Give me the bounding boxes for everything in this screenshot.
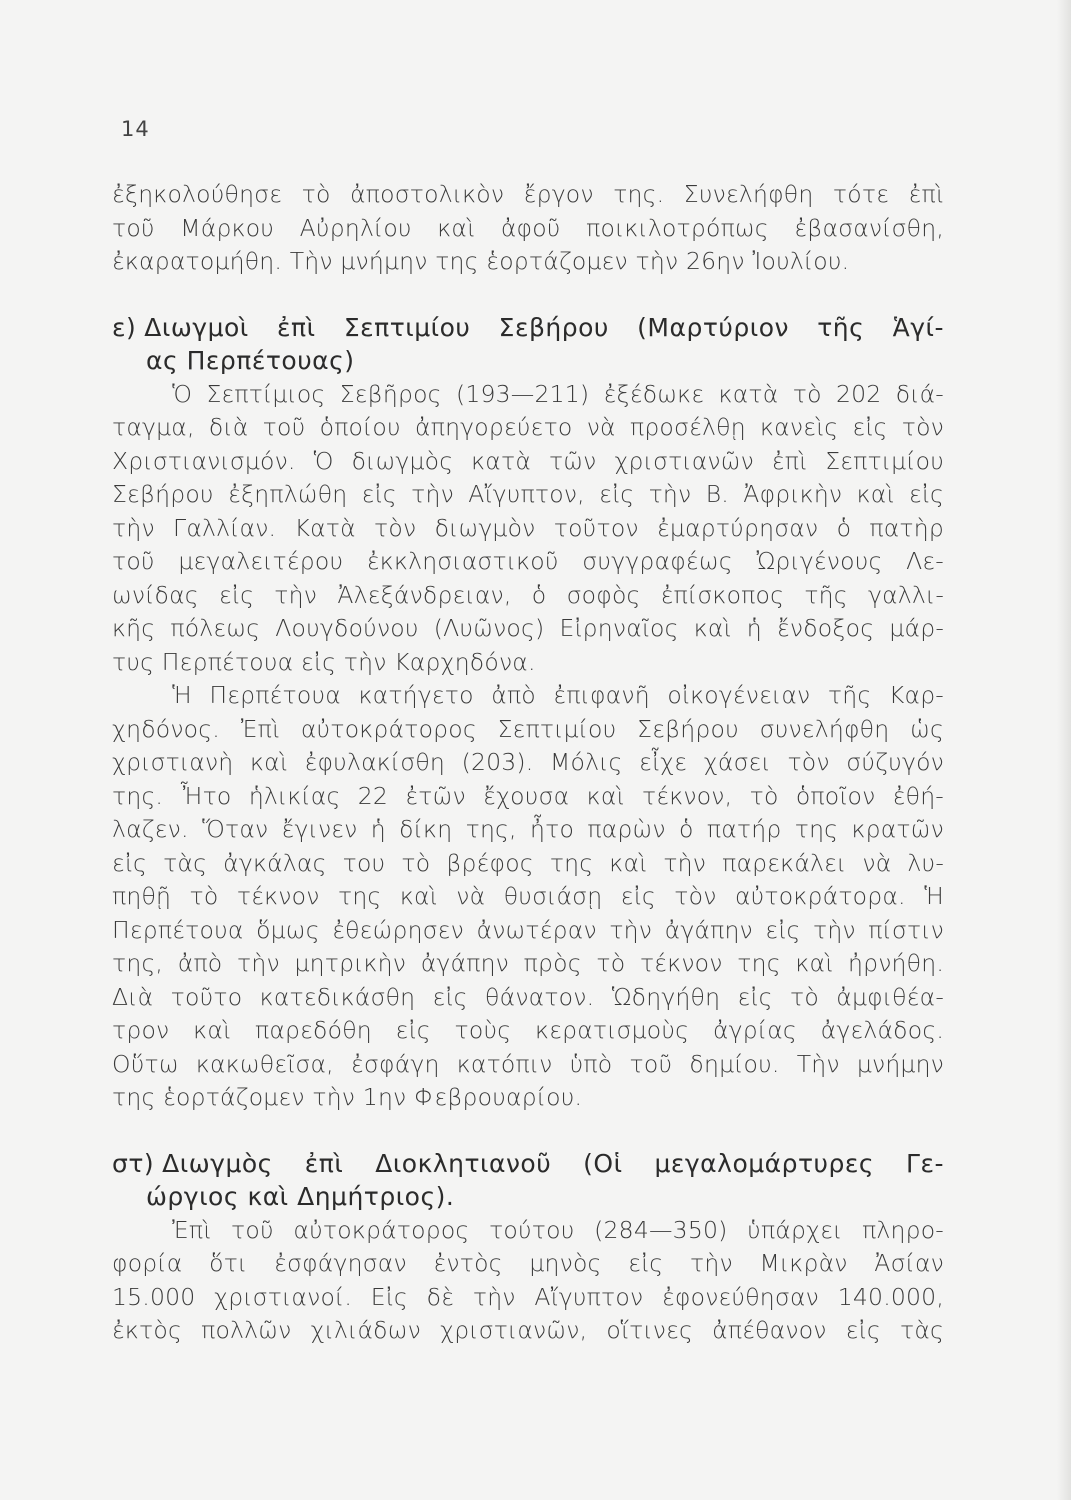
- text-line: Ὁ Σεπτίμιος Σεβῆρος (193—211) ἐξέδωκε κατὰ τὸ 202 διά-: [172, 379, 944, 408]
- text-line: ἐκαρατομήθη. Τὴν μνήμην της ἑορτάζομεν τὴν 26ην Ἰουλίου.: [112, 247, 850, 275]
- text-line: ταγμα, διὰ τοῦ ὁποίου ἀπηγορεύετο νὰ προσέλθῃ κανεὶς εἰς τὸν: [112, 413, 944, 441]
- text-line: Ἐπὶ τοῦ αὐτοκράτορος τούτου (284—350) ὑπάρχει πληρο-: [172, 1215, 944, 1244]
- text-line: χηδόνος. Ἐπὶ αὐτοκράτορος Σεπτιμίου Σεβήρου συνελήφθη ὡς: [112, 714, 944, 743]
- intro-paragraph: [112, 178, 944, 279]
- text-line: Ἡ Περπέτουα κατήγετο ἀπὸ ἐπιφανῆ οἰκογένειαν τῆς Καρ-: [172, 681, 944, 709]
- paragraph: [112, 679, 944, 1115]
- section-heading-text: Διωγμοὶ ἐπὶ Σεπτιμίου Σεβήρου (Μαρτύριον τῆς Ἁγί-: [144, 312, 944, 342]
- text-line: της ἑορτάζομεν τὴν 1ην Φεβρουαρίου.: [112, 1083, 583, 1111]
- text-line: της, ἀπὸ τὴν μητρικὴν ἀγάπην πρὸς τὸ τέκνον της καὶ ἠρνήθη.: [112, 949, 944, 977]
- section-e: [112, 311, 944, 1115]
- text-line: τυς Περπέτουα εἰς τὴν Καρχηδόνα.: [112, 647, 536, 676]
- text-line: πηθῇ τὸ τέκνον της καὶ νὰ θυσιάσῃ εἰς τὸν αὐτοκράτορα. Ἡ: [112, 882, 944, 910]
- text-line: 15.000 χριστιανοί. Εἰς δὲ τὴν Αἴγυπτον ἐφονεύθησαν 140.000,: [112, 1282, 944, 1311]
- text-line: φορία ὅτι ἐσφάγησαν ἐντὸς μηνὸς εἰς τὴν Μικρὰν Ἀσίαν: [112, 1249, 944, 1277]
- page-edge-shadow: [1057, 0, 1071, 1500]
- section-heading: [112, 1147, 944, 1181]
- section-label: στ): [112, 1148, 155, 1178]
- text-line: Διὰ τοῦτο κατεδικάσθη εἰς θάνατον. Ὡδηγήθη εἰς τὸ ἀμφιθέα-: [112, 982, 944, 1011]
- text-line: ἐκτὸς πολλῶν χιλιάδων χριστιανῶν, οἵτινες ἀπέθανον εἰς τὰς: [112, 1316, 944, 1344]
- text-line: ἐξηκολούθησε τὸ ἀποστολικὸν ἔργον της. Συνελήφθη τότε ἐπὶ: [112, 180, 944, 208]
- text-line: τοῦ Μάρκου Αὐρηλίου καὶ ἀφοῦ ποικιλοτρόπως ἐβασανίσθη,: [112, 213, 944, 242]
- section-heading-cont: ας Περπέτουας): [146, 346, 355, 375]
- text-line: Περπέτουα ὅμως ἐθεώρησεν ἀνωτέραν τὴν ἀγάπην εἰς τὴν πίστιν: [112, 915, 944, 944]
- text-line: κῆς πόλεως Λουγδούνου (Λυῶνος) Εἰρηναῖος καὶ ἡ ἔνδοξος μάρ-: [112, 614, 944, 642]
- text-line: χριστιανὴ καὶ ἐφυλακίσθη (203). Μόλις εἶχε χάσει τὸν σύζυγόν: [112, 748, 944, 776]
- paragraph: [112, 1214, 944, 1348]
- text-line: Χριστιανισμόν. Ὁ διωγμὸς κατὰ τῶν χριστιανῶν ἐπὶ Σεπτιμίου: [112, 446, 944, 475]
- page-number: 14: [121, 117, 150, 141]
- paragraph: [112, 378, 944, 680]
- section-heading-text: Διωγμὸς ἐπὶ Διοκλητιανοῦ (Οἱ μεγαλομάρτυρες Γε-: [162, 1148, 944, 1178]
- section-st: [112, 1147, 944, 1348]
- text-line: τὴν Γαλλίαν. Κατὰ τὸν διωγμὸν τοῦτον ἐμαρτύρησαν ὁ πατὴρ: [112, 513, 944, 542]
- section-label: ε): [112, 312, 137, 342]
- section-heading-cont: ώργιος καὶ Δημήτριος).: [146, 1182, 455, 1211]
- text-line: Σεβήρου ἐξηπλώθη εἰς τὴν Αἴγυπτον, εἰς τὴν Β. Ἀφρικὴν καὶ εἰς: [112, 480, 944, 508]
- text-line: τρον καὶ παρεδόθη εἰς τοὺς κερατισμοὺς ἀγρίας ἀγελάδος.: [112, 1016, 944, 1044]
- text-line: τοῦ μεγαλειτέρου ἐκκλησιαστικοῦ συγγραφέως Ὠριγένους Λε-: [112, 547, 944, 575]
- section-heading: [112, 311, 944, 345]
- text-line: Οὕτω κακωθεῖσα, ἐσφάγη κατόπιν ὑπὸ τοῦ δημίου. Τὴν μνήμην: [112, 1049, 944, 1078]
- text-line: ωνίδας εἰς τὴν Ἀλεξάνδρειαν, ὁ σοφὸς ἐπίσκοπος τῆς γαλλι-: [112, 580, 944, 609]
- text-line: εἰς τὰς ἀγκάλας του τὸ βρέφος της καὶ τὴν παρεκάλει νὰ λυ-: [112, 848, 944, 877]
- text-line: λαζεν. Ὅταν ἔγινεν ἡ δίκη της, ἦτο παρὼν ὁ πατήρ της κρατῶν: [112, 815, 944, 843]
- text-line: της. Ἦτο ἡλικίας 22 ἐτῶν ἔχουσα καὶ τέκνον, τὸ ὁποῖον ἐθή-: [112, 781, 944, 810]
- page-body: [112, 178, 944, 1348]
